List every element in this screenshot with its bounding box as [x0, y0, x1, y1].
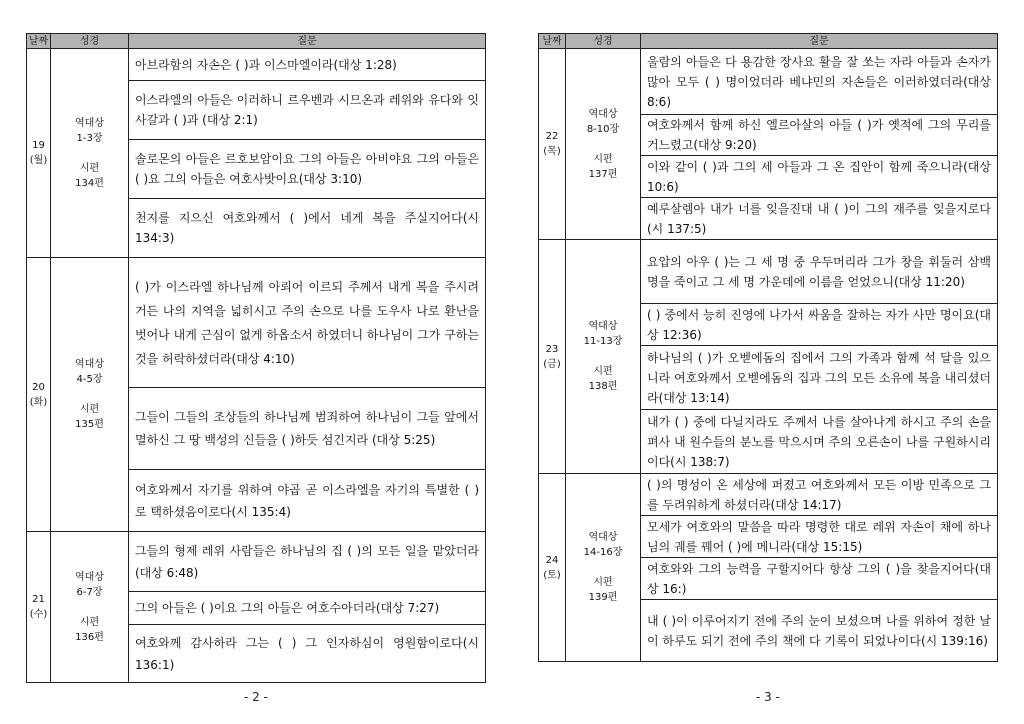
date-cell: 22 (목) [539, 49, 566, 240]
question-cell: 여호와께서 자기를 위하여 야곱 곧 이스라엘을 자기의 특별한 ( )로 택하셨음이로다(시 135:4) [129, 470, 486, 532]
bible-cell: 역대상 6-7장 시편 136편 [51, 532, 129, 683]
schedule-table-right [538, 33, 998, 662]
header-question: 질문 [641, 34, 998, 49]
question-cell: 아브라함의 자손은 ( )과 이스마엘이라(대상 1:28) [129, 49, 486, 81]
question-cell: 그들이 그들의 조상들의 하나님께 범죄하여 하나님이 그들 앞에서 멸하신 그 땅 백성의 신들을 ( )하듯 섬긴지라 (대상 5:25) [129, 388, 486, 470]
date-cell: 21 (수) [27, 532, 51, 683]
header-bible: 성경 [566, 34, 641, 49]
question-row [27, 258, 486, 388]
right-page [538, 33, 998, 662]
page-number-right: - 3 - [756, 690, 780, 704]
question-cell: 모세가 여호와의 말씀을 따라 명령한 대로 레위 자손이 채에 하나님의 궤를 꿰어 ( )에 메니라(대상 15:15) [641, 516, 998, 558]
question-cell: 이스라엘의 아들은 이러하니 르우벤과 시므온과 레위와 유다와 잇사갈과 ( )과 (대상 2:1) [129, 81, 486, 140]
question-cell: 솔로몬의 아들은 르호보암이요 그의 아들은 아비야요 그의 아들은 ( )요 그의 아들은 여호사밧이요(대상 3:10) [129, 140, 486, 199]
question-row [27, 49, 486, 81]
question-row [539, 49, 998, 115]
question-cell: ( )가 이스라엘 하나님께 아뢰어 이르되 주께서 내게 복을 주시려거든 나의 지역을 넓히시고 주의 손으로 나를 도우사 나로 환난을 벗어나 내게 근심이 없게 하옵소서 하였더니 하나님이 그가 구하는 것을 허락하셨더라(대상 4:10) [129, 258, 486, 388]
question-cell: 여호와와 그의 능력을 구할지어다 항상 그의 ( )을 찾을지어다(대상 16:) [641, 558, 998, 600]
date-cell: 20 (화) [27, 258, 51, 532]
question-row [539, 240, 998, 304]
question-cell: 예루살렘아 내가 너를 잊을진대 내 ( )이 그의 재주를 잊을지로다(시 137:5) [641, 198, 998, 240]
bible-cell: 역대상 11-13장 시편 138편 [566, 240, 641, 474]
question-cell: 하나님의 ( )가 오벧에돔의 집에서 그의 가족과 함께 석 달을 있으니라 여호와께서 오벧에돔의 집과 그의 모든 소유에 복을 내리셨더라(대상 13:14) [641, 346, 998, 410]
schedule-table-left [26, 33, 486, 683]
question-cell: 그들의 형제 레위 사람들은 하나님의 집 ( )의 모든 일을 맡았더라(대상 6:48) [129, 532, 486, 592]
question-cell: 요압의 아우 ( )는 그 세 명 중 우두머리라 그가 창을 휘둘러 삼백 명을 죽이고 그 세 명 가운데에 이름을 얻었으니(대상 11:20) [641, 240, 998, 304]
header-question: 질문 [129, 34, 486, 49]
bible-cell: 역대상 1-3장 시편 134편 [51, 49, 129, 258]
bible-cell: 역대상 4-5장 시편 135편 [51, 258, 129, 532]
question-cell: 천지를 지으신 여호와께서 ( )에서 네게 복을 주실지어다(시 134:3) [129, 199, 486, 258]
question-cell: 내 ( )이 이루어지기 전에 주의 눈이 보셨으며 나를 위하여 정한 날이 하루도 되기 전에 주의 책에 다 기록이 되었나이다(시 139:16) [641, 600, 998, 662]
question-cell: 내가 ( ) 중에 다닐지라도 주께서 나를 살아나게 하시고 주의 손을 펴사 내 원수들의 분노를 막으시며 주의 오른손이 나를 구원하시리이다(시 138:7) [641, 410, 998, 474]
question-cell: 여호와께서 함께 하신 엘르아살의 아들 ( )가 옛적에 그의 무리를 거느렸고(대상 9:20) [641, 115, 998, 156]
header-bible: 성경 [51, 34, 129, 49]
bible-cell: 역대상 14-16장 시편 139편 [566, 474, 641, 662]
question-cell: ( ) 중에서 능히 진영에 나가서 싸움을 잘하는 자가 사만 명이요(대상 12:36) [641, 304, 998, 346]
question-cell: 그의 아들은 ( )이요 그의 아들은 여호수아더라(대상 7:27) [129, 592, 486, 625]
date-cell: 23 (금) [539, 240, 566, 474]
header-date: 날짜 [27, 34, 51, 49]
question-cell: 울람의 아들은 다 용감한 장사요 활을 잘 쏘는 자라 아들과 손자가 많아 모두 ( ) 명이었더라 베냐민의 자손들은 이러하였더라(대상 8:6) [641, 49, 998, 115]
header-date: 날짜 [539, 34, 566, 49]
left-page [26, 33, 486, 683]
question-cell: 이와 같이 ( )과 그의 세 아들과 그 온 집안이 함께 죽으니라(대상 10:6) [641, 156, 998, 198]
question-row [539, 474, 998, 516]
date-cell: 19 (월) [27, 49, 51, 258]
date-cell: 24 (토) [539, 474, 566, 662]
bible-cell: 역대상 8-10장 시편 137편 [566, 49, 641, 240]
question-cell: 여호와께 감사하라 그는 ( ) 그 인자하심이 영원함이로다(시 136:1) [129, 625, 486, 683]
question-cell: ( )의 명성이 온 세상에 퍼졌고 여호와께서 모든 이방 민족으로 그를 두려워하게 하셨더라(대상 14:17) [641, 474, 998, 516]
header-row [539, 34, 998, 49]
question-row [27, 532, 486, 592]
page-number-left: - 2 - [244, 690, 268, 704]
header-row [27, 34, 486, 49]
